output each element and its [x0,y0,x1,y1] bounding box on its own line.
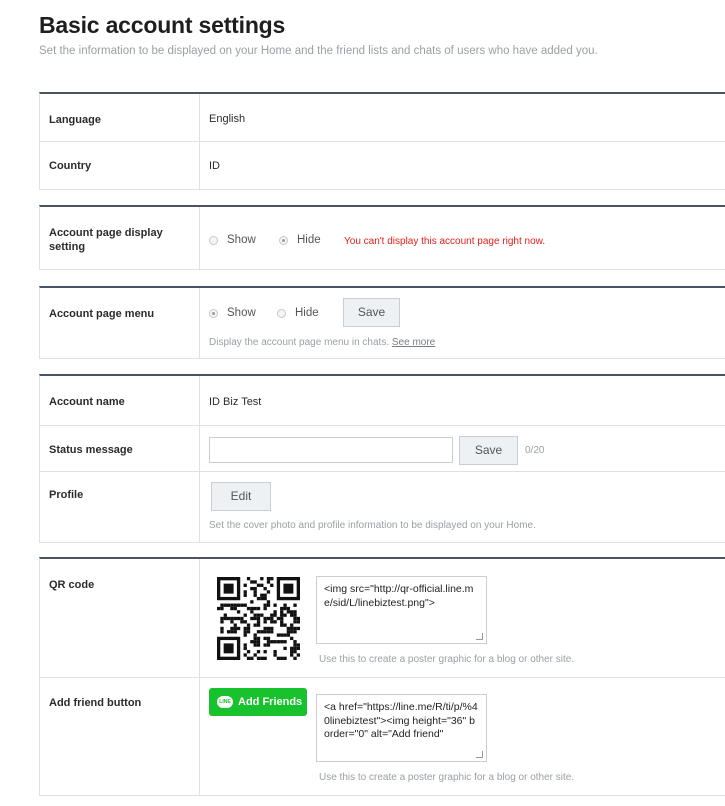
country-value: ID [209,160,220,172]
display-error-message: You can't display this account page right now. [344,236,546,247]
language-value: English [209,113,246,125]
profile-edit-button[interactable]: Edit [211,482,271,511]
display-show-label: Show [227,234,256,246]
radio-dot-selected-icon [209,309,218,318]
resize-handle-icon[interactable] [476,751,483,758]
account-name-row [40,376,725,426]
status-row [40,426,725,472]
see-more-link[interactable]: See more [391,337,436,348]
language-label: Language [49,114,101,126]
menu-save-button[interactable]: Save [343,298,400,327]
account-section [39,374,725,543]
menu-hide-label: Hide [295,307,319,319]
status-message-input[interactable] [209,437,453,463]
display-label: Account page display setting [49,227,163,253]
status-char-counter: 0/20 [525,445,545,456]
menu-row [40,288,725,359]
display-hide-radio[interactable] [279,234,321,246]
profile-row [40,472,725,543]
addfriend-embed-code[interactable] [316,694,487,762]
account-name-value: ID Biz Test [209,396,262,408]
qr-embed-code-text: <img src="http://qr-official.line.me/sid/L/linebiztest.png"> [324,583,474,609]
add-friends-label: Add Friends [238,696,303,708]
country-row [40,142,725,190]
addfriend-embed-code-text: <a href="https://line.me/R/ti/p/%40linebiztest"><img height="36" border="0" alt="Add friend" [324,701,478,740]
qr-note: Use this to create a poster graphic for a blog or other site. [319,654,575,665]
status-save-button[interactable]: Save [459,436,518,465]
display-cell [199,207,725,269]
display-row [40,207,725,270]
addfriend-label: Add friend button [49,697,142,709]
addfriend-row [40,678,725,796]
radio-dot-icon [277,309,286,318]
status-cell [199,426,725,471]
menu-label: Account page menu [49,308,155,320]
country-label: Country [49,160,92,172]
addfriend-cell [199,678,725,795]
line-logo-icon: LINE [217,696,233,708]
resize-handle-icon[interactable] [476,633,483,640]
display-hide-label: Hide [297,234,321,246]
share-section [39,557,725,796]
menu-section [39,286,725,359]
menu-note [209,337,435,348]
display-show-radio[interactable] [209,234,256,246]
qr-row [40,559,725,678]
profile-cell [199,472,725,542]
qr-code-image [217,577,300,660]
qr-cell [199,559,725,677]
qr-embed-code[interactable] [316,576,487,644]
status-label: Status message [49,444,133,456]
page-title: Basic account settings [39,12,286,38]
account-name-cell [199,376,725,425]
language-cell [199,94,725,141]
add-friends-button[interactable] [209,688,307,716]
menu-hide-radio[interactable] [277,307,319,319]
menu-note-text: Display the account page menu in chats. [209,337,390,348]
menu-cell [199,288,725,358]
radio-dot-selected-icon [279,236,288,245]
account-name-label: Account name [49,396,125,408]
language-row [40,94,725,142]
display-section [39,205,725,270]
radio-dot-icon [209,236,218,245]
menu-show-radio[interactable] [209,307,256,319]
addfriend-note: Use this to create a poster graphic for a blog or other site. [319,772,575,783]
menu-show-label: Show [227,307,256,319]
general-section [39,92,725,190]
profile-note: Set the cover photo and profile information to be displayed on your Home. [209,520,536,531]
country-cell [199,142,725,189]
page-subtitle: Set the information to be displayed on your Home and the friend lists and chats of users who have added you. [39,45,598,57]
qr-label: QR code [49,579,95,591]
profile-label: Profile [49,489,84,501]
